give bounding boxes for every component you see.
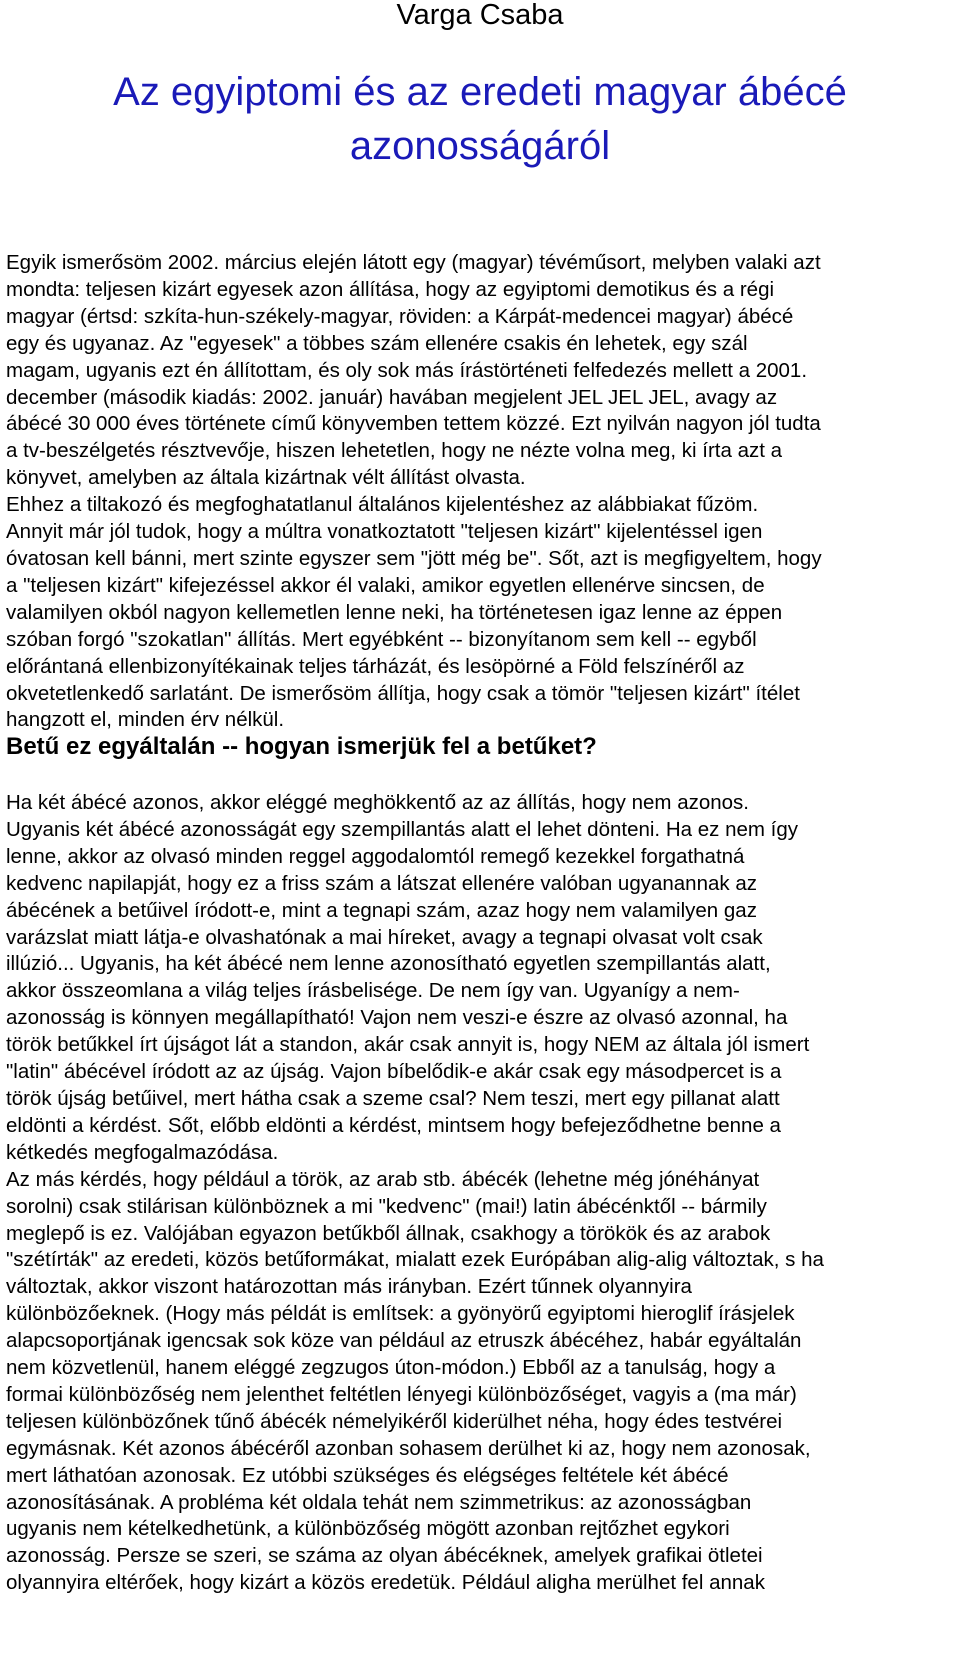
intro-paragraph: Egyik ismerősöm 2002. március elején látott egy (magyar) tévéműsort, melyben valaki azt mondta: teljesen kizárt egyesek azon állítása, hogy az egyiptomi demotikus és a régi magyar (értsd: szkíta-hun-székely-magyar, röviden: a Kárpát-medencei magyar) ábécé egy és ugyanaz. Az "egyesek" a többes szám ellenére csakis én lehetek, egy szál magam, ugyanis ezt én állítottam, és oly sok más írástörténeti felfedezés mellett a 2001. december (második kiadás: 2002. január) havában megjelent JEL JEL JEL, avagy az ábécé 30 000 éves története című könyvemben tettem közzé. Ezt nyilván nagyon jól tudta a tv-beszélgetés résztvevője, hiszen lehetetlen, hogy ne nézte volna meg, ki írta azt a könyvet, amelyben az általa kizártnak vélt állítást olvasta. Ehhez a tiltakozó és megfoghatatlanul általános kijelentéshez az alábbiakat fűzöm. Annyit már jól tudok, hogy a múltra vonatkoztatott "teljesen kizárt" kijelentéssel igen óvatosan kell bánni, mert szinte egyszer sem "jött még be". Sőt, azt is megfigyeltem, hogy a "teljesen kizárt" kifejezéssel akkor él valaki, amikor egyetlen ellenérve sincsen, de valamilyen okból nagyon kellemetlen lenne neki, ha történetesen igaz lenne az éppen szóban forgó "szokatlan" állítás. Mert egyébként -- bizonyítanom sem kell -- egyből előrántaná ellenbizonyítékainak teljes tárházát, és lesöpörné a Föld felszínéről az okvetetlenkedő sarlatánt. De ismerősöm állítja, hogy csak a tömör "teljesen kizárt" ítélet hangzott el, minden érv nélkül.: [6, 251, 822, 732]
section-heading: Betű ez egyáltalán -- hogyan ismerjük fel a betűket?: [6, 733, 597, 760]
document-title: Az egyiptomi és az eredeti magyar ábécé azonosságáról: [113, 70, 847, 168]
author-name: Varga Csaba: [396, 0, 564, 31]
section-paragraph: Ha két ábécé azonos, akkor eléggé meghökkentő az az állítás, hogy nem azonos. Ugyanis két ábécé azonosságát egy szempillantás alatt el lehet dönteni. Ha ez nem így lenne, akkor az olvasó minden reggel aggodalomtól remegő kezekkel forgathatná kedvenc napilapját, hogy ez a friss szám a látszat ellenére valóban ugyanannak az ábécének a betűivel íródott-e, mint a tegnapi szám, azaz hogy nem valamilyen gaz varázslat miatt látja-e olvashatónak a mai híreket, avagy a tegnapi olvasat volt csak illúzió... Ugyanis, ha két ábécé nem lenne azonosítható egyetlen szempillantás alatt, akkor összeomlana a világ teljes írásbelisége. De nem így van. Ugyanígy a nem- azonosság is könnyen megállapítható! Vajon nem veszi-e észre az olvasó azonnal, ha török betűkkel írt újságot lát a standon, akár csak annyit is, hogy NEM az általa jól ismert "latin" ábécével íródott az az újság. Vajon bíbelődik-e akár csak egy másodpercet is a török újság betűivel, mert hátha csak a szeme csal? Nem teszi, mert egy pillanat alatt eldönti a kérdést. Sőt, előbb eldönti a kérdést, mintsem hogy befejeződhetne benne a kétkedés megfogalmazódása. Az más kérdés, hogy például a török, az arab stb. ábécék (lehetne még jónéhányat sorolni) csak stilárisan különböznek a mi "kedvenc" (mai!) latin ábécénktől -- bármily meglepő is ez. Valójában egyazon betűkből állnak, csakhogy a törökök és az arabok "szétírták" az eredeti, közös betűformákat, mialatt ezek Európában alig-alig változtak, s ha változtak, akkor viszont határozottan más irányban. Ezért tűnnek olyannyira különbözőeknek. (Hogy más példát is említsek: a gyönyörű egyiptomi hieroglif írásjelek alapcsoportjának igencsak sok köze van például az etruszk ábécéhez, habár egyáltalán nem közvetlenül, hanem eléggé zegzugos úton-módon.) Ebből az a tanulság, hogy a formai különbözőség nem jelenthet feltétlen lényegi különbözőséget, vagyis a (ma már) teljesen különbözőnek tűnő ábécék némelyikéről kiderülhet néha, hogy édes testvérei egymásnak. Két azonos ábécéről azonban sohasem derülhet ki az, hogy nem azonosak, mert láthatóan azonosak. Ez utóbbi szükséges és elégséges feltétele két ábécé azonosításának. A probléma két oldala tehát nem szimmetrikus: az azonosságban ugyanis nem kételkedhetünk, a különbözőség mögött azonban rejtőzhet egykori azonosság. Persze se szeri, se száma az olyan ábécéknek, amelyek grafikai ötletei olyannyira eltérőek, hogy kizárt a közös eredetük. Például aligha merülhet fel annak: [6, 791, 824, 1595]
